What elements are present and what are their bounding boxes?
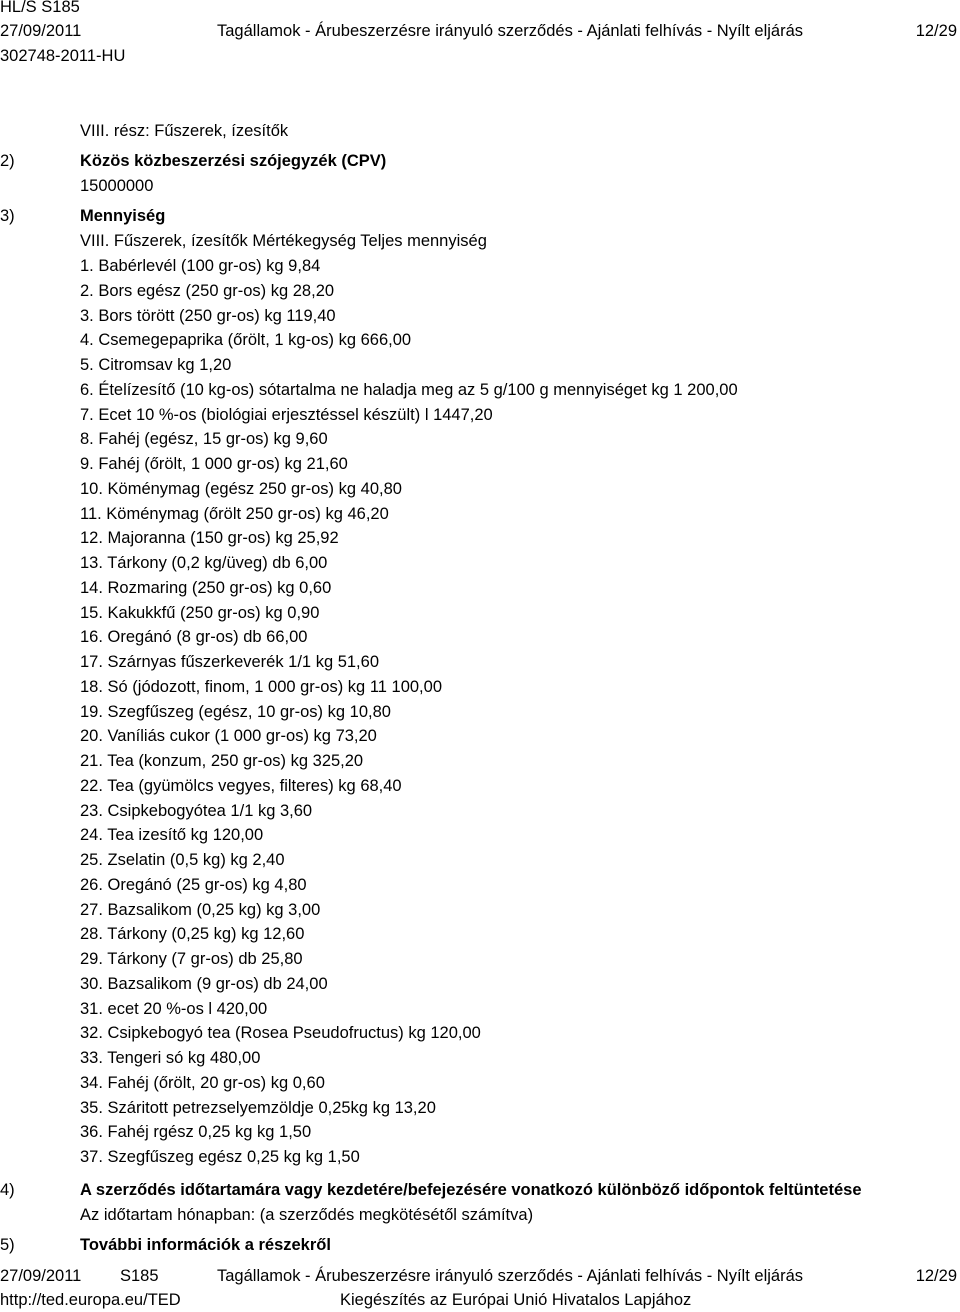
section-5-number: 5) xyxy=(0,1236,15,1254)
header-date: 27/09/2011 xyxy=(0,22,82,40)
list-item: 10. Köménymag (egész 250 gr-os) kg 40,80 xyxy=(80,479,402,498)
section-5-heading: További információk a részekről xyxy=(80,1236,331,1254)
list-item: 12. Majoranna (150 gr-os) kg 25,92 xyxy=(80,529,339,548)
list-item: 25. Zselatin (0,5 kg) kg 2,40 xyxy=(80,851,285,869)
list-item: 8. Fahéj (egész, 15 gr-os) kg 9,60 xyxy=(80,430,328,449)
quantity-subheading: VIII. Fűszerek, ízesítők Mértékegység Teljes mennyiség xyxy=(80,232,487,250)
section-4-heading: A szerződés időtartamára vagy kezdetére/befejezésére vonatkozó különböző időpontok feltüntetése xyxy=(80,1181,862,1199)
list-item: 30. Bazsalikom (9 gr-os) db 24,00 xyxy=(80,974,328,993)
list-item: 27. Bazsalikom (0,25 kg) kg 3,00 xyxy=(80,900,321,919)
list-item: 18. Só (jódozott, finom, 1 000 gr-os) kg 11 100,00 xyxy=(80,677,442,696)
list-item: 14. Rozmaring (250 gr-os) kg 0,60 xyxy=(80,578,332,597)
list-item: 5. Citromsav kg 1,20 xyxy=(80,356,232,374)
list-item: 19. Szegfűszeg (egész, 10 gr-os) kg 10,80 xyxy=(80,702,391,721)
list-item: 4. Csemegepaprika (őrölt, 1 kg-os) kg 666,00 xyxy=(80,331,412,350)
list-item: 21. Tea (konzum, 250 gr-os) kg 325,20 xyxy=(80,752,364,770)
list-item: 6. Ételízesítő (10 kg-os) sótartalma ne haladja meg az 5 g/100 g mennyiséget kg 1 200,00 xyxy=(80,380,738,399)
section-3-number: 3) xyxy=(0,207,15,225)
list-item: 37. Szegfűszeg egész 0,25 kg kg 1,50 xyxy=(80,1148,360,1166)
list-item: 23. Csipkebogyótea 1/1 kg 3,60 xyxy=(80,801,313,820)
section-2-heading: Közös közbeszerzési szójegyzék (CPV) xyxy=(80,152,387,170)
list-item: 28. Tárkony (0,25 kg) kg 12,60 xyxy=(80,925,305,944)
cpv-code: 15000000 xyxy=(80,177,154,195)
list-item: 13. Tárkony (0,2 kg/üveg) db 6,00 xyxy=(80,554,328,572)
list-item: 34. Fahéj (őrölt, 20 gr-os) kg 0,60 xyxy=(80,1073,325,1092)
header-title: Tagállamok - Árubeszerzésre irányuló szerződés - Ajánlati felhívás - Nyílt eljárás xyxy=(217,22,803,40)
list-item: 15. Kakukkfű (250 gr-os) kg 0,90 xyxy=(80,603,320,622)
list-item: 16. Oregánó (8 gr-os) db 66,00 xyxy=(80,628,308,647)
list-item: 9. Fahéj (őrölt, 1 000 gr-os) kg 21,60 xyxy=(80,455,348,473)
duration-text: Az időtartam hónapban: (a szerződés megkötésétől számítva) xyxy=(80,1206,534,1224)
list-item: 17. Szárnyas fűszerkeverék 1/1 kg 51,60 xyxy=(80,653,379,671)
part-title: VIII. rész: Fűszerek, ízesítők xyxy=(80,122,289,140)
footer-title: Tagállamok - Árubeszerzésre irányuló szerződés - Ajánlati felhívás - Nyílt eljárás xyxy=(217,1267,803,1285)
list-item: 35. Száritott petrezselyemzöldje 0,25kg kg 13,20 xyxy=(80,1098,436,1117)
list-item: 33. Tengeri só kg 480,00 xyxy=(80,1049,261,1067)
footer-page-number: 12/29 xyxy=(915,1267,957,1285)
list-item: 36. Fahéj rgész 0,25 kg kg 1,50 xyxy=(80,1123,312,1142)
list-item: 32. Csipkebogyó tea (Rosea Pseudofructus) kg 120,00 xyxy=(80,1024,481,1043)
list-item: 22. Tea (gyümölcs vegyes, filteres) kg 68,40 xyxy=(80,776,402,795)
list-item: 20. Vaníliás cukor (1 000 gr-os) kg 73,20 xyxy=(80,727,377,746)
list-item: 1. Babérlevél (100 gr-os) kg 9,84 xyxy=(80,257,321,275)
section-3-heading: Mennyiség xyxy=(80,207,166,225)
list-item: 11. Köménymag (őrölt 250 gr-os) kg 46,20 xyxy=(80,504,389,523)
list-item: 29. Tárkony (7 gr-os) db 25,80 xyxy=(80,950,303,968)
list-item: 31. ecet 20 %-os l 420,00 xyxy=(80,999,268,1018)
list-item: 7. Ecet 10 %-os (biológiai erjesztéssel készült) l 1447,20 xyxy=(80,405,493,424)
footer-date: 27/09/2011 xyxy=(0,1267,82,1285)
list-item: 26. Oregánó (25 gr-os) kg 4,80 xyxy=(80,875,307,894)
list-item: 24. Tea izesítő kg 120,00 xyxy=(80,826,264,845)
list-item: 2. Bors egész (250 gr-os) kg 28,20 xyxy=(80,281,335,300)
section-4-number: 4) xyxy=(0,1181,15,1199)
doc-code: HL/S S185 xyxy=(0,0,80,16)
footer-supplement: Kiegészítés az Európai Unió Hivatalos Lapjához xyxy=(340,1291,692,1309)
footer-series: S185 xyxy=(120,1267,159,1285)
list-item: 3. Bors törött (250 gr-os) kg 119,40 xyxy=(80,306,336,325)
footer-url[interactable]: http://ted.europa.eu/TED xyxy=(0,1291,181,1309)
section-2-number: 2) xyxy=(0,152,15,170)
header-page-number: 12/29 xyxy=(915,22,957,40)
doc-reference: 302748-2011-HU xyxy=(0,47,126,65)
